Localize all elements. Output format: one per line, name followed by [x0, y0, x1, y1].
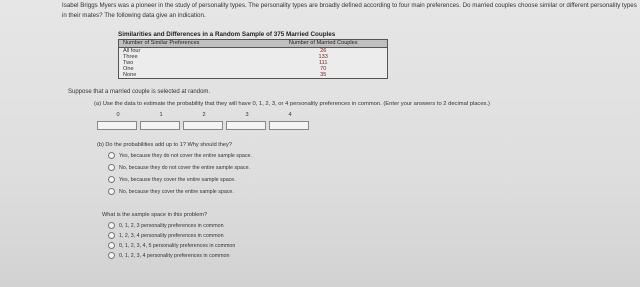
- column-label-3: 3: [245, 112, 249, 118]
- radio-button[interactable]: [108, 188, 115, 195]
- option-label: No, because they cover the entire sample space.: [119, 189, 234, 195]
- probability-input-4[interactable]: [269, 121, 309, 130]
- radio-button[interactable]: [108, 242, 115, 249]
- part-c-options: [108, 222, 235, 262]
- probability-input-3[interactable]: [226, 121, 266, 130]
- table-header-couples: Number of Married Couples: [259, 40, 387, 48]
- row-value: 26: [320, 48, 327, 54]
- column-label-2: 2: [202, 112, 206, 118]
- radio-button[interactable]: [108, 176, 115, 183]
- option-label: Yes, because they cover the entire sample space.: [119, 177, 236, 183]
- probability-input-1[interactable]: [140, 121, 180, 130]
- option-label: Yes, because they do not cover the entire sample space.: [119, 153, 252, 159]
- part-b-options: [108, 151, 252, 199]
- data-table-section: [118, 31, 388, 79]
- table-title: Similarities and Differences in a Random Sample of 375 Married Couples: [118, 31, 336, 38]
- part-b-option[interactable]: [108, 151, 252, 163]
- part-b-option[interactable]: [108, 163, 252, 175]
- part-c-option[interactable]: [108, 222, 235, 232]
- row-label: None: [123, 72, 137, 78]
- row-label: Three: [123, 54, 138, 60]
- probability-input-0[interactable]: [97, 121, 137, 130]
- table-row: [119, 72, 388, 79]
- part-b-option[interactable]: [108, 187, 252, 199]
- option-label: 1, 2, 3, 4 personality preferences in common: [119, 233, 224, 239]
- row-value: 111: [318, 60, 328, 66]
- answer-column-labels: [97, 112, 311, 120]
- radio-button[interactable]: [108, 152, 115, 159]
- table-header-preferences: Number of Similar Preferences: [119, 40, 260, 48]
- part-b-prompt: (b) Do the probabilities add up to 1? Why should they?: [97, 142, 232, 148]
- suppose-text: Suppose that a married couple is selected at random.: [68, 89, 211, 95]
- probability-input-2[interactable]: [183, 121, 223, 130]
- row-label: One: [123, 66, 134, 72]
- option-label: 0, 1, 2, 3, 4 personality preferences in common: [119, 253, 230, 259]
- part-a-prompt: (a) Use the data to estimate the probability that they will have 0, 1, 2, 3, or 4 personality preferences in common. (Enter your answers to 2 decimal places.): [94, 101, 490, 107]
- part-c-option[interactable]: [108, 242, 235, 252]
- row-value: 133: [318, 54, 328, 60]
- option-label: 0, 1, 2, 3, 4, 5 personality preferences in common: [119, 243, 236, 249]
- row-label: Two: [123, 60, 134, 66]
- part-b-option[interactable]: [108, 175, 252, 187]
- radio-button[interactable]: [108, 232, 115, 239]
- intro-text: Isabel Briggs Myers was a pioneer in the study of personality types. The personality types are broadly defined according to four main preferences. Do married couples choose similar or different personality types in their mates? The following data give an indication.: [62, 2, 637, 19]
- part-c-option[interactable]: [108, 252, 235, 262]
- column-label-0: 0: [116, 112, 120, 118]
- option-label: No, because they do not cover the entire sample space.: [119, 165, 251, 171]
- radio-button[interactable]: [108, 252, 115, 259]
- column-label-4: 4: [288, 112, 292, 118]
- row-label: All four: [123, 48, 141, 54]
- column-label-1: 1: [159, 112, 163, 118]
- radio-button[interactable]: [108, 164, 115, 171]
- row-value: 35: [320, 72, 327, 78]
- data-table: [118, 39, 388, 79]
- part-c-prompt: What is the sample space in this problem?: [102, 212, 208, 218]
- part-c-option[interactable]: [108, 232, 235, 242]
- option-label: 0, 1, 2, 3 personality preferences in common: [119, 223, 224, 229]
- row-value: 70: [320, 66, 327, 72]
- radio-button[interactable]: [108, 222, 115, 229]
